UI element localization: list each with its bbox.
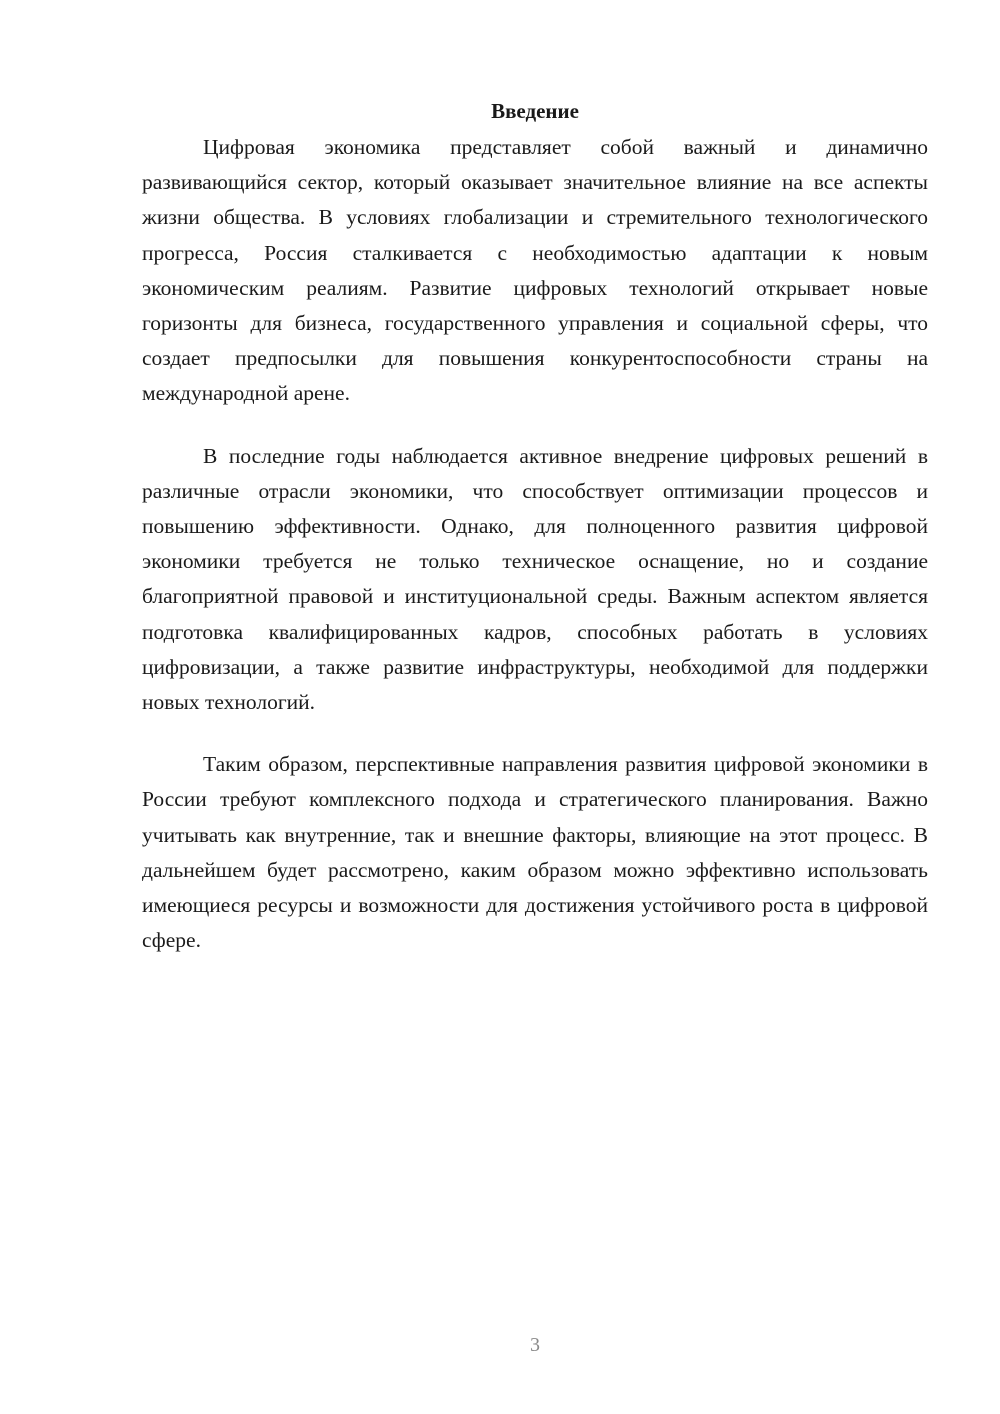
section-heading: Введение <box>491 99 579 123</box>
paragraph-3: Таким образом, перспективные направления развития цифровой экономики в России требуют комплексного подхода и стратегического планирования. Важно учитывать как внутренние, так и внешние факторы, влияющие на этот процесс. В дальнейшем будет рассмотрено, каким образом можно эффективно использовать имеющиеся ресурсы и возможности для достижения устойчивого роста в цифровой сфере. <box>142 752 928 953</box>
paragraph-2: В последние годы наблюдается активное внедрение цифровых решений в различные отрасли экономики, что способствует оптимизации процессов и повышению эффективности. Однако, для полноценного развития цифровой экономики требуется не только техническое оснащение, но и создание благоприятной правовой и институциональной среды. Важным аспектом является подготовка квалифицированных кадров, способных работать в условиях цифровизации, а также развитие инфраструктуры, необходимой для поддержки новых технологий. <box>142 443 928 715</box>
page-content <box>142 96 928 985</box>
paragraph-1: Цифровая экономика представляет собой важный и динамично развивающийся сектор, который оказывает значительное влияние на все аспекты жизни общества. В условиях глобализации и стремительного технологического прогресса, Россия сталкивается с необходимостью адаптации к новым экономическим реалиям. Развитие цифровых технологий открывает новые горизонты для бизнеса, государственного управления и социальной сферы, что создает предпосылки для повышения конкурентоспособности страны на международной арене. <box>142 135 928 406</box>
page-number: 3 <box>530 1334 540 1356</box>
